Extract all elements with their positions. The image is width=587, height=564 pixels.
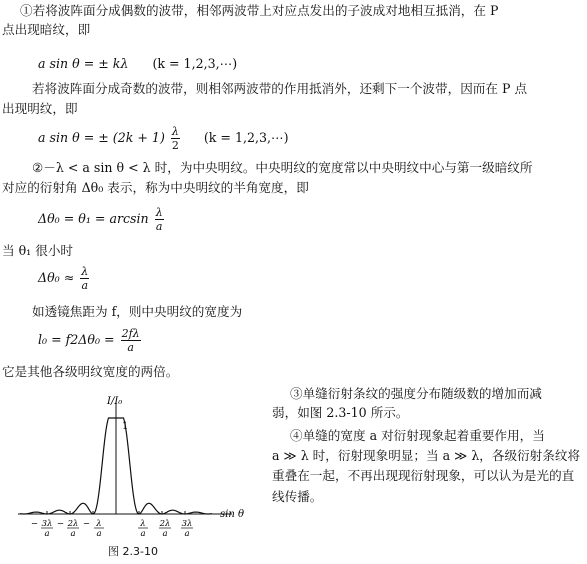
minus-sign: − (56, 519, 64, 529)
equation-approx-lhs: Δθ₀ ≈ (38, 270, 75, 285)
equation-half-angle (38, 205, 166, 233)
figure-caption: 图 2.3-10 (108, 545, 158, 558)
tick-denominator: a (96, 529, 102, 537)
equation-width (38, 326, 143, 354)
fraction-denominator: 2 (171, 139, 179, 152)
tick-numerator: 3λ (41, 519, 53, 529)
fraction-denominator: a (155, 220, 163, 233)
right-line-5: 重叠在一起，不再出现现衍射现象，可以认为是光的直 (272, 468, 575, 483)
fraction-numerator: λ (81, 265, 89, 278)
tick-denominator: a (184, 529, 190, 537)
para-2-line-2: 出现明纹，即 (2, 101, 78, 116)
tick-label-pos-2 (159, 519, 171, 537)
tick-numerator: λ (96, 519, 102, 529)
right-line-2: 弱，如图 2.3-10 所示。 (272, 405, 409, 420)
equation-dark-fringe (38, 56, 237, 72)
para-5: 如透镜焦距为 f，则中央明纹的宽度为 (32, 304, 243, 319)
x-axis-label: sin θ (220, 509, 244, 520)
minus-sign: − (30, 519, 38, 529)
para-2-line-1: 若将波阵面分成奇数的波带，则相邻两波带的作用抵消外，还剩下一个波带，因而在 P 点 (32, 81, 528, 96)
equation-half-angle-fraction (155, 206, 164, 233)
tick-label-pos-3 (181, 519, 193, 537)
equation-dark-fringe-lhs: a sin θ = ± kλ (38, 56, 129, 71)
para-3-line-2: 对应的衍射角 Δθ₀ 表示，称为中央明纹的半角宽度，即 (2, 180, 309, 195)
tick-denominator: a (162, 529, 168, 537)
tick-label-neg-2 (57, 519, 79, 537)
tick-numerator: 3λ (181, 519, 193, 529)
equation-width-lhs: l₀ = f2Δθ₀ = (38, 332, 115, 347)
tick-label-neg-3 (31, 519, 53, 537)
equation-width-fraction (121, 327, 141, 354)
equation-dark-fringe-condition: (k = 1,2,3,⋯) (152, 56, 238, 71)
tick-numerator: λ (140, 519, 146, 529)
right-line-4: a ≫ λ 时，衍射现象明显；当 a ≫ λ，各级衍射条纹将 (272, 448, 581, 463)
right-line-6: 线传播。 (272, 489, 323, 504)
diffraction-intensity-figure (10, 392, 260, 537)
minus-sign: − (82, 519, 90, 529)
para-1-line-2: 点出现暗纹，即 (2, 22, 91, 37)
y-axis-label: I/I₀ (107, 396, 123, 407)
fraction-denominator: a (127, 341, 134, 354)
tick-label-neg-1 (83, 519, 104, 537)
para-3-line-1: ②－λ < a sin θ < λ 时，为中央明纹。中央明纹的宽度常以中央明纹中心与第一级暗纹所 (32, 160, 533, 175)
fraction-numerator: 2fλ (121, 327, 140, 340)
tick-label-pos-1 (138, 519, 148, 537)
para-1-line-1: ①若将波阵面分成偶数的波带，相邻两波带上对应点发出的子波成对地相互抵消，在 P (20, 3, 499, 18)
tick-numerator: 2λ (67, 519, 79, 529)
tick-denominator: a (44, 529, 50, 537)
peak-label: 1 (122, 421, 129, 432)
equation-bright-fringe-fraction (171, 125, 180, 152)
right-line-3: ④单缝的宽度 a 对衍射现象起着重要作用，当 (290, 428, 545, 443)
para-6: 它是其他各级明纹宽度的两倍。 (2, 364, 179, 379)
tick-denominator: a (140, 529, 146, 537)
equation-bright-fringe-condition: (k = 1,2,3,⋯) (203, 130, 289, 145)
equation-approx (38, 264, 91, 292)
equation-half-angle-lhs: Δθ₀ = θ₁ = arcsin (38, 211, 149, 226)
fraction-denominator: a (81, 279, 89, 292)
right-line-1: ③单缝衍射条纹的强度分布随级数的增加而减 (290, 386, 542, 401)
tick-numerator: 2λ (159, 519, 171, 529)
para-4: 当 θ₁ 很小时 (2, 243, 74, 258)
fraction-numerator: λ (155, 206, 163, 219)
equation-bright-fringe (38, 124, 289, 152)
tick-labels (31, 519, 193, 537)
tick-denominator: a (70, 529, 76, 537)
equation-approx-fraction (80, 265, 89, 292)
fraction-numerator: λ (171, 125, 179, 138)
equation-bright-fringe-lhs: a sin θ = ± (2k + 1) (38, 130, 165, 145)
